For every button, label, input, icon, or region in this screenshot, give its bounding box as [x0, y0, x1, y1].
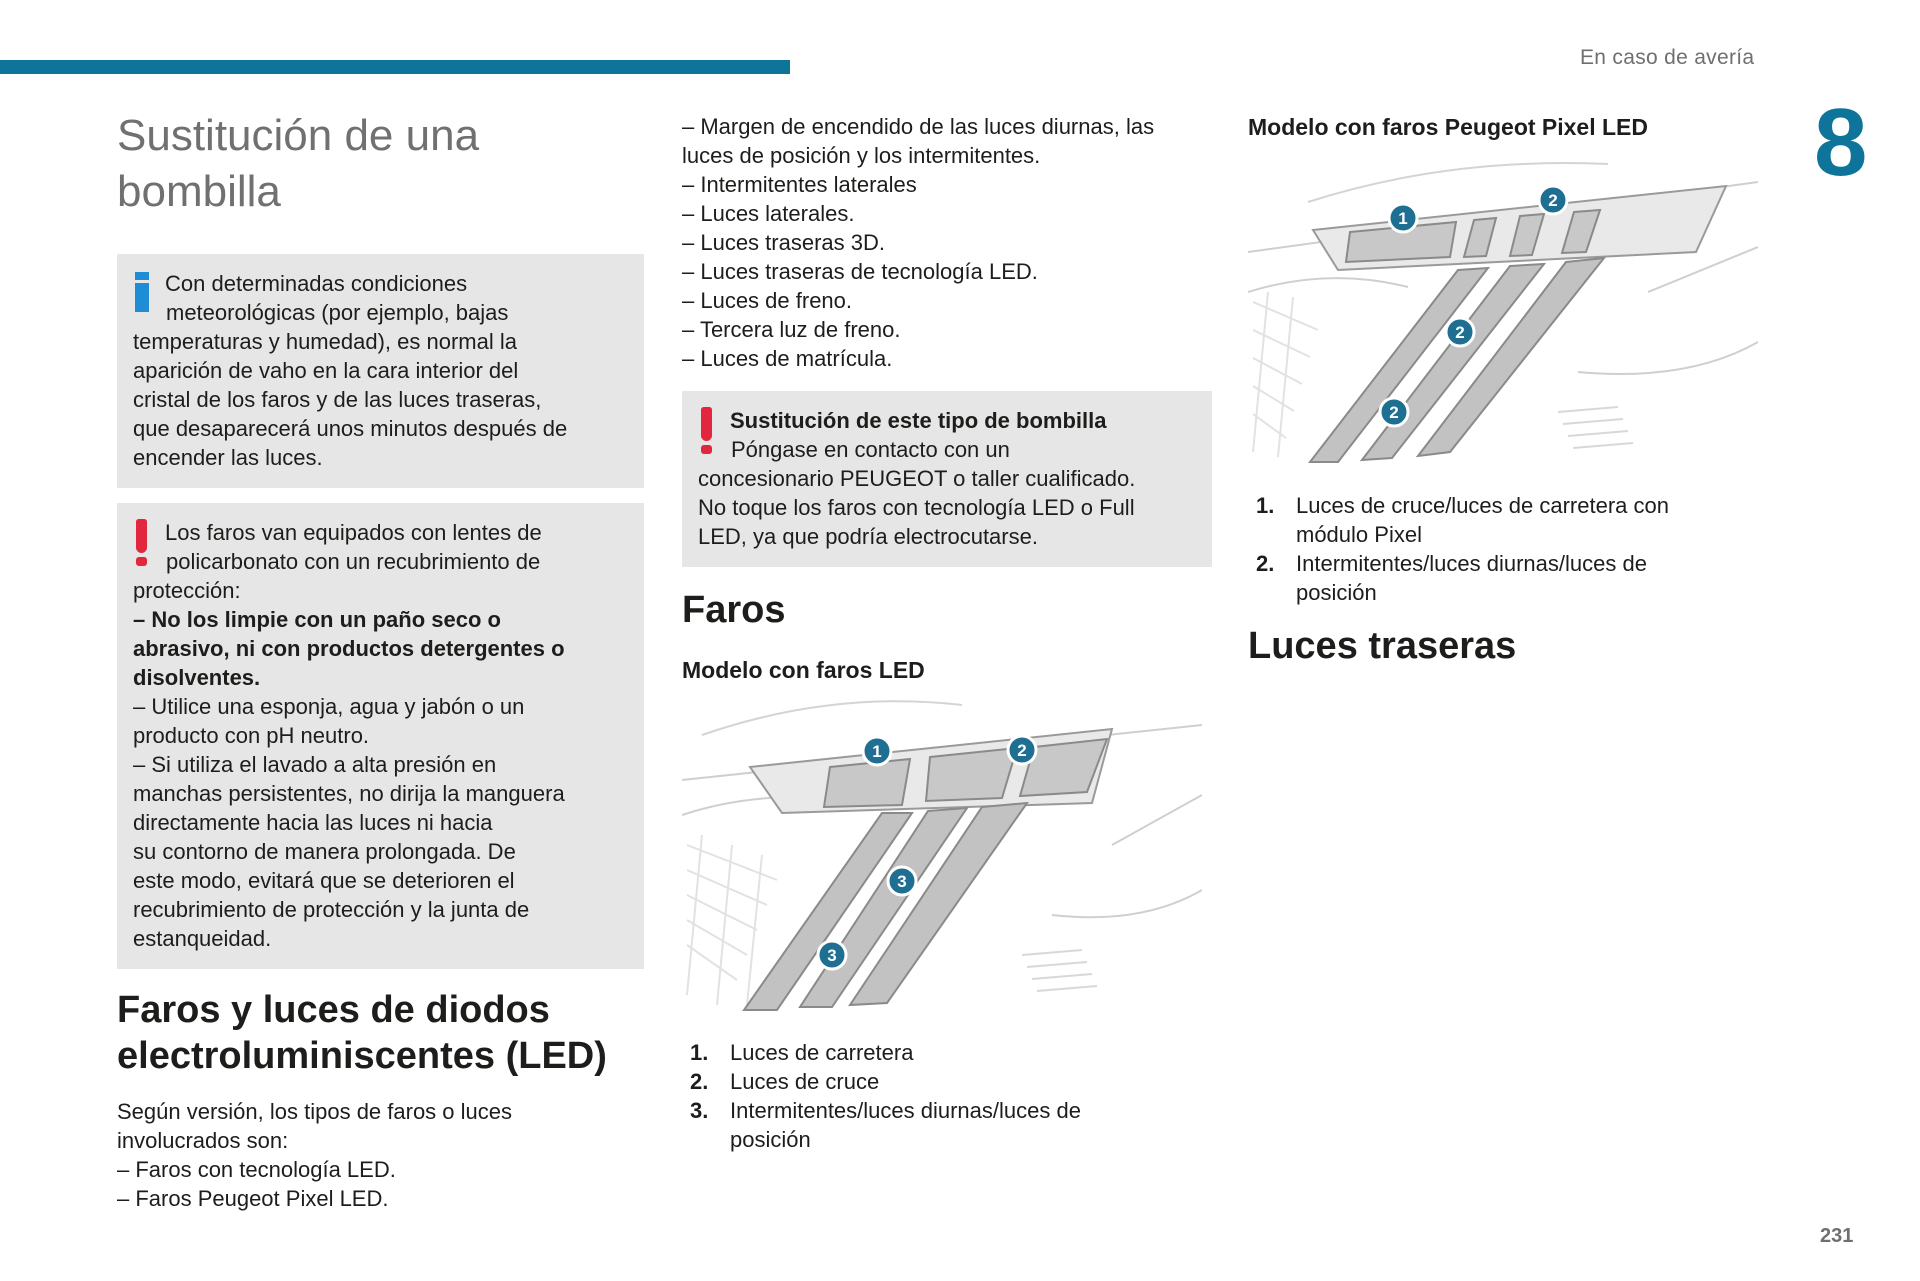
info-line: encender las luces.: [133, 445, 323, 470]
warning-line: – Si utiliza el lavado a alta presión en: [133, 752, 497, 777]
pixel-model-heading: Modelo con faros Peugeot Pixel LED: [1248, 114, 1649, 140]
accent-bar: [0, 60, 790, 74]
diagram-badge: [818, 941, 846, 969]
intro-line: Según versión, los tipos de faros o luces: [117, 1099, 513, 1124]
page-title-line: Sustitución de una: [117, 111, 480, 160]
legend-item: [682, 1096, 1212, 1154]
lamp-type-item: – Intermitentes laterales: [682, 172, 917, 197]
warning-line: estanqueidad.: [133, 926, 272, 951]
badge-label: 3: [897, 872, 907, 891]
legend-text: posición: [730, 1127, 811, 1152]
legend-text-block: [1296, 549, 1758, 607]
badge-label: 1: [872, 742, 882, 761]
warning-line: – No los limpie con un paño seco o: [133, 607, 501, 632]
intro-line: – Faros Peugeot Pixel LED.: [117, 1186, 389, 1211]
legend-text-block: [730, 1096, 1212, 1154]
legend-number: 1.: [1256, 493, 1275, 518]
diagram-badge: [1380, 398, 1408, 426]
diagram-badge: [863, 737, 891, 765]
warning-line: su contorno de manera prolongada. De: [133, 839, 516, 864]
lamp-type-item: – Luces de freno.: [682, 288, 853, 313]
led-headlamp-diagram: [682, 695, 1202, 1030]
lamp-type-item: – Luces de matrícula.: [682, 346, 893, 371]
diagram-badge: [1389, 204, 1417, 232]
legend-text: Intermitentes/luces diurnas/luces de: [730, 1098, 1081, 1123]
led-intro: [117, 1097, 644, 1213]
legend-number: 2.: [1256, 551, 1275, 576]
chapter-number: 8: [1814, 89, 1868, 196]
legend-number: 1.: [690, 1040, 709, 1065]
led-section-heading: [117, 987, 644, 1079]
diagram-badge: [1446, 318, 1474, 346]
legend-text: posición: [1296, 580, 1377, 605]
led-heading-line: electroluminiscentes (LED): [117, 1035, 607, 1077]
warning-box: [117, 503, 644, 969]
lamp-type-item: luces de posición y los intermitentes.: [682, 143, 1041, 168]
legend-text-block: [1296, 491, 1758, 549]
legend-item: [682, 1067, 1212, 1096]
page-title: [117, 108, 644, 220]
warning-line: protección:: [133, 578, 241, 603]
legend-text: Intermitentes/luces diurnas/luces de: [1296, 551, 1647, 576]
badge-label: 2: [1389, 403, 1399, 422]
section-header: En caso de avería: [1580, 46, 1755, 69]
lamp-type-list: [682, 112, 1212, 373]
warning-line: recubrimiento de protección y la junta de: [133, 897, 530, 922]
diagram-badge: [888, 867, 916, 895]
led-legend: [682, 1038, 1212, 1154]
led-model-heading: Modelo con faros LED: [682, 657, 925, 683]
bulb-warning-line: concesionario PEUGEOT o taller cualificado.: [698, 466, 1136, 491]
warning-line: abrasivo, ni con productos detergentes o: [133, 636, 565, 661]
legend-item: [682, 1038, 1212, 1067]
bulb-warning-line: LED, ya que podría electrocutarse.: [698, 524, 1038, 549]
bulb-warning-box: [682, 391, 1212, 567]
legend-text: Luces de carretera: [730, 1040, 914, 1065]
warning-line: directamente hacia las luces ni hacia: [133, 810, 493, 835]
lamp-type-item: – Margen de encendido de las luces diurnas, las: [682, 114, 1155, 139]
lamp-type-item: – Luces traseras 3D.: [682, 230, 885, 255]
warning-line: este modo, evitará que se deterioren el: [133, 868, 515, 893]
column-3: [1248, 112, 1758, 669]
faros-heading: Faros: [682, 589, 786, 631]
legend-text: Luces de cruce/luces de carretera con: [1296, 493, 1669, 518]
warning-icon: [133, 518, 161, 576]
warning-icon: [698, 406, 726, 464]
info-box: [117, 254, 644, 488]
info-line: meteorológicas (por ejemplo, bajas: [166, 300, 509, 325]
rear-lights-heading: Luces traseras: [1248, 625, 1517, 667]
intro-line: – Faros con tecnología LED.: [117, 1157, 396, 1182]
badge-label: 1: [1398, 209, 1408, 228]
info-line: que desaparecerá unos minutos después de: [133, 416, 568, 441]
bulb-warning-line: No toque los faros con tecnología LED o Full: [698, 495, 1135, 520]
lamp-type-item: – Luces laterales.: [682, 201, 855, 226]
legend-text: módulo Pixel: [1296, 522, 1422, 547]
info-line: aparición de vaho en la cara interior del: [133, 358, 519, 383]
warning-line: producto con pH neutro.: [133, 723, 370, 748]
badge-label: 2: [1548, 191, 1558, 210]
badge-label: 2: [1455, 323, 1465, 342]
bulb-warning-title: Sustitución de este tipo de bombilla: [730, 408, 1107, 433]
page-number: 231: [1820, 1225, 1854, 1247]
warning-line: Los faros van equipados con lentes de: [165, 520, 542, 545]
warning-line: manchas persistentes, no dirija la manguera: [133, 781, 565, 806]
diagram-badge: [1539, 186, 1567, 214]
page-title-line: bombilla: [117, 167, 281, 216]
info-icon: [133, 269, 161, 327]
info-line: cristal de los faros y de las luces traseras,: [133, 387, 542, 412]
legend-number: 3.: [690, 1098, 709, 1123]
info-line: Con determinadas condiciones: [165, 271, 468, 296]
intro-line: involucrados son:: [117, 1128, 289, 1153]
legend-number: 2.: [690, 1069, 709, 1094]
badge-label: 2: [1017, 741, 1027, 760]
badge-label: 3: [827, 946, 837, 965]
led-heading-line: Faros y luces de diodos: [117, 989, 550, 1031]
lamp-type-item: – Tercera luz de freno.: [682, 317, 901, 342]
warning-line: policarbonato con un recubrimiento de: [166, 549, 541, 574]
legend-item: [1248, 549, 1758, 607]
warning-line: disolventes.: [133, 665, 261, 690]
bulb-warning-line: Póngase en contacto con un: [731, 437, 1010, 462]
column-2: [682, 112, 1212, 1154]
pixel-legend: [1248, 491, 1758, 607]
column-1: [117, 108, 644, 1213]
diagram-badge: [1008, 736, 1036, 764]
pixel-headlamp-diagram: [1248, 152, 1758, 487]
warning-line: – Utilice una esponja, agua y jabón o un: [133, 694, 525, 719]
info-line: temperaturas y humedad), es normal la: [133, 329, 517, 354]
legend-text: Luces de cruce: [730, 1069, 880, 1094]
legend-item: [1248, 491, 1758, 549]
lamp-type-item: – Luces traseras de tecnología LED.: [682, 259, 1038, 284]
